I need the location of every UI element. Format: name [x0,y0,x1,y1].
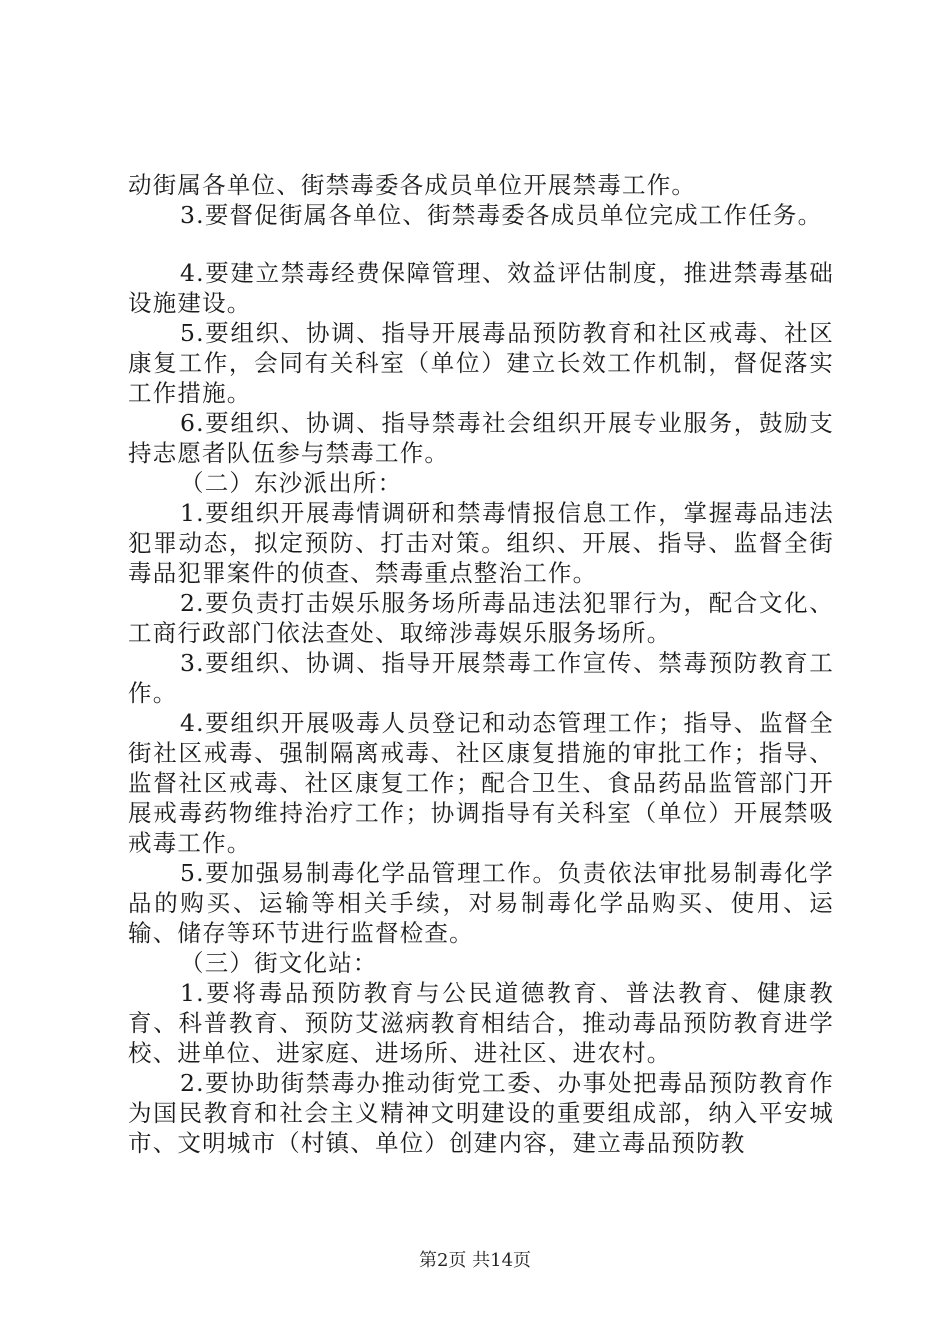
paragraph-item-5: 5.要组织、协调、指导开展毒品预防教育和社区戒毒、社区康复工作，会同有关科室（单位）建立长效工作机制，督促落实工作措施。 [128,319,834,407]
paragraph-continuation: 动街属各单位、街禁毒委各成员单位开展禁毒工作。 [128,171,697,199]
page-number-footer: 第2页 共14页 [418,1250,532,1271]
paragraph-gap [128,230,834,258]
section-heading-culture-station: （三）街文化站： [180,949,378,977]
paragraph-item-2: 2.要协助街禁毒办推动街党工委、办事处把毒品预防教育作为国民教育和社会主义精神文明建设的重要组成部，纳入平安城市、文明城市（村镇、单位）创建内容，建立毒品预防教 [128,1069,834,1157]
section-heading-police-station: （二）东沙派出所： [180,469,403,497]
paragraph-item-4: 4.要组织开展吸毒人员登记和动态管理工作；指导、监督全街社区戒毒、强制隔离戒毒、社区康复措施的审批工作；指导、监督社区戒毒、社区康复工作；配合卫生、食品药品监管部门开展戒毒药物维持治疗工作；协调指导有关科室（单位）开展禁吸戒毒工作。 [128,709,834,857]
paragraph-item-5: 5.要加强易制毒化学品管理工作。负责依法审批易制毒化学品的购买、运输等相关手续，对易制毒化学品购买、使用、运输、储存等环节进行监督检查。 [128,859,834,947]
document-body [128,170,834,1158]
paragraph-item-4: 4.要建立禁毒经费保障管理、效益评估制度，推进禁毒基础设施建设。 [128,259,834,317]
paragraph-item-3: 3.要督促街属各单位、街禁毒委各成员单位完成工作任务。 [180,201,823,229]
paragraph-item-2: 2.要负责打击娱乐服务场所毒品违法犯罪行为，配合文化、工商行政部门依法查处、取缔涉毒娱乐服务场所。 [128,589,834,647]
paragraph-item-3: 3.要组织、协调、指导开展禁毒工作宣传、禁毒预防教育工作。 [128,649,834,707]
paragraph-item-1: 1.要将毒品预防教育与公民道德教育、普法教育、健康教育、科普教育、预防艾滋病教育相结合，推动毒品预防教育进学校、进单位、进家庭、进场所、进社区、进农村。 [128,979,834,1067]
paragraph-item-6: 6.要组织、协调、指导禁毒社会组织开展专业服务，鼓励支持志愿者队伍参与禁毒工作。 [128,409,834,467]
paragraph-item-1: 1.要组织开展毒情调研和禁毒情报信息工作，掌握毒品违法犯罪动态，拟定预防、打击对策。组织、开展、指导、监督全街毒品犯罪案件的侦查、禁毒重点整治工作。 [128,499,834,587]
